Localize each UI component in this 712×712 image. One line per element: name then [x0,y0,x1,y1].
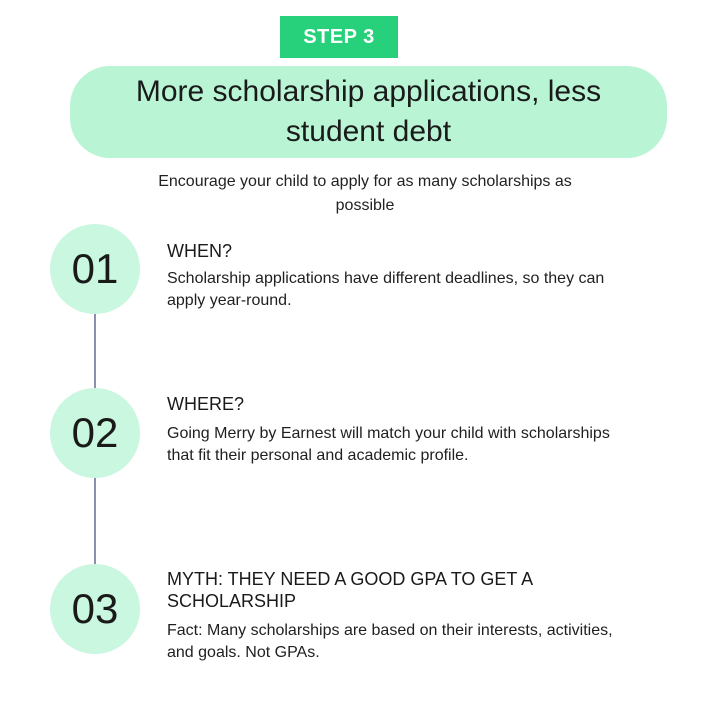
step-number-3: 03 [71,585,119,632]
page-subtitle: Encourage your child to apply for as many scholarships as possible [158,173,572,214]
timeline-connector-1 [94,312,96,390]
step-number-circle-3 [50,564,140,654]
step-number-circle-1 [50,224,140,314]
item-body-myth: Fact: Many scholarships are based on their interests, activities, and goals. Not GPAs. [167,622,613,661]
title-banner [70,66,667,158]
step-number-1: 01 [71,245,119,292]
item-heading-where: WHERE? [167,394,245,414]
item-heading-when: WHEN? [167,241,233,261]
step-badge: STEP 3 [280,16,398,58]
item-body-when: Scholarship applications have different deadlines, so they can apply year-round. [167,270,605,309]
item-heading-myth: MYTH: THEY NEED A GOOD GPA TO GET A SCHOLARSHIP [167,569,533,611]
item-body-where: Going Merry by Earnest will match your child with scholarships that fit their personal and academic profile. [167,425,610,464]
step-number-2: 02 [71,409,119,456]
page-title: More scholarship applications, less student debt [135,75,602,148]
step-number-circle-2 [50,388,140,478]
timeline-connector-2 [94,478,96,564]
